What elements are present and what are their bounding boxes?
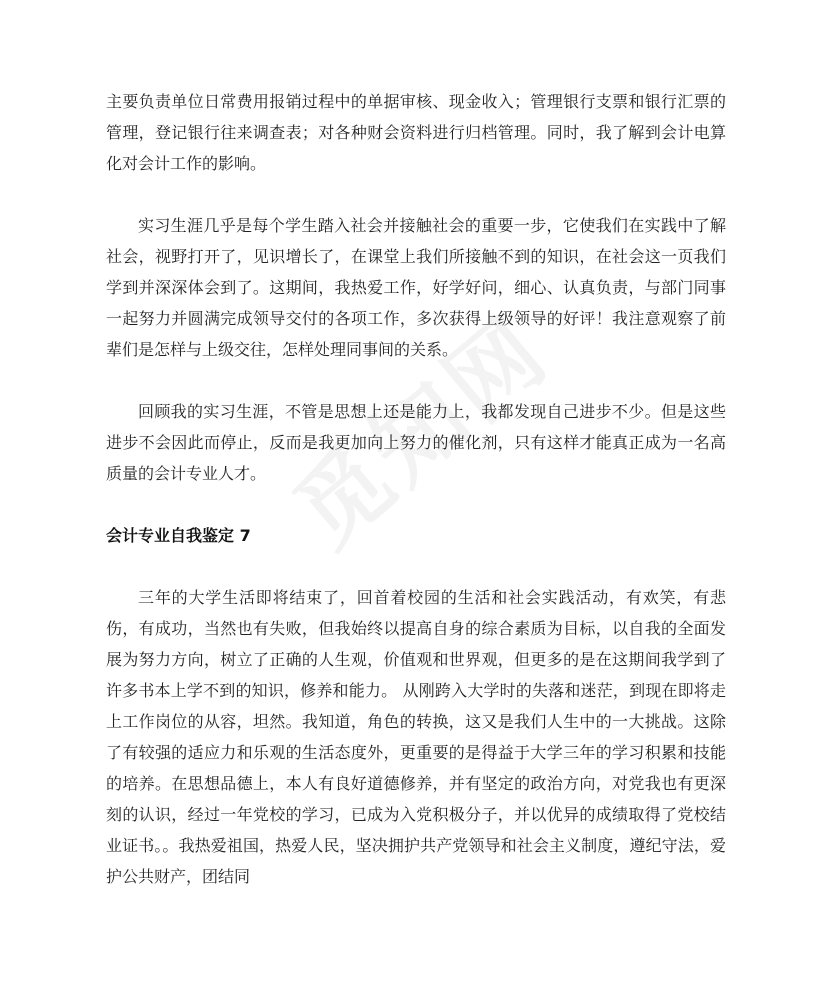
paragraph-2: 实习生涯几乎是每个学生踏入社会并接触社会的重要一步，它使我们在实践中了解社会，视野打开了，见识增长了，在课堂上我们所接触不到的知识，在社会这一页我们学到并深深体会到了。这期间，我热爱工作，好学好问，细心、认真负责，与部门同事一起努力并圆满完成领导交付的各项工作，多次获得上级领导的好评！我注意观察了前辈们是怎样与上级交往，怎样处理同事间的关系。 [106, 216, 726, 359]
paragraph-spacer [106, 489, 726, 520]
paragraph-spacer [106, 551, 726, 582]
paragraph-3: 回顾我的实习生涯，不管是思想上还是能力上，我都发现自己进步不少。但是这些进步不会因此而停止，反而是我更加向上努力的催化剂，只有这样才能真正成为一名高质量的会计专业人才。 [106, 402, 726, 483]
section-heading: 会计专业自我鉴定 7 [106, 526, 251, 545]
document-body [106, 86, 726, 892]
paragraph-spacer [106, 179, 726, 210]
paragraph-4: 三年的大学生活即将结束了，回首着校园的生活和社会实践活动，有欢笑，有悲伤，有成功，当然也有失败，但我始终以提高自身的综合素质为目标，以自我的全面发展为努力方向，树立了正确的人生观，价值观和世界观，但更多的是在这期间我学到了许多书本上学不到的知识，修养和能力。 从刚跨入大学时的失落和迷茫，到现在即将走上工作岗位的从容，坦然。我知道，角色的转换，这又是我们人生中的一大挑战。这除了有较强的适应力和乐观的生活态度外，更重要的是得益于大学三年的学习积累和技能的培养。在思想品德上，本人有良好道德修养，并有坚定的政治方向，对党我也有更深刻的认识，经过一年党校的学习，已成为入党积极分子，并以优异的成绩取得了党校结业证书。。我热爱祖国，热爱人民，坚决拥护共产党领导和社会主义制度，遵纪守法，爱护公共财产，团结同 [106, 588, 726, 886]
paragraph-1: 主要负责单位日常费用报销过程中的单据审核、现金收入；管理银行支票和银行汇票的管理，登记银行往来调查表；对各种财会资料进行归档管理。同时，我了解到会计电算化对会计工作的影响。 [106, 92, 726, 173]
paragraph-spacer [106, 365, 726, 396]
